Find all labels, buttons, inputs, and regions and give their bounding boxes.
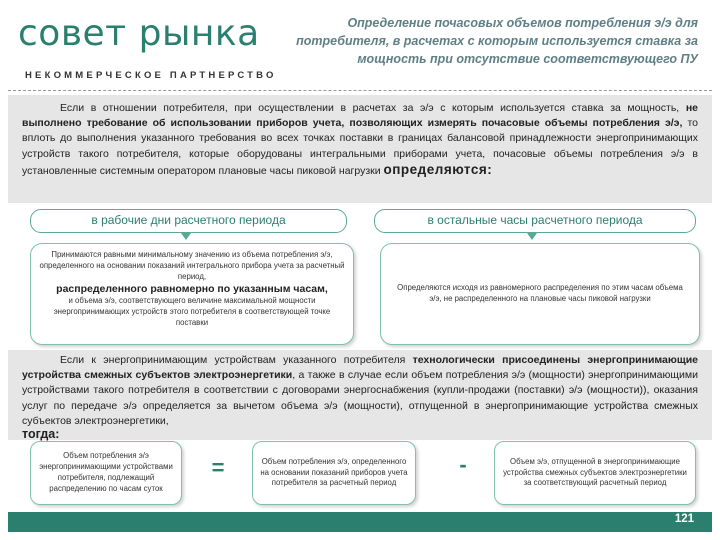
footer-bar <box>8 512 712 532</box>
other-hours-box <box>380 243 700 345</box>
arrow-down-icon <box>181 233 191 240</box>
other-hours-text: Определяются исходя из равномерного распределения по этим часам объема э/э, не распределенного на плановые часы пиковой нагрузки <box>397 283 683 303</box>
equals-sign: = <box>211 455 225 480</box>
other-hours-label: в остальные часы расчетного периода <box>374 209 696 233</box>
minus-sign: - <box>459 452 467 477</box>
workdays-box <box>30 243 354 345</box>
formula-metered-box <box>252 441 416 505</box>
logo-subtitle: НЕКОММЕРЧЕСКОЕ ПАРТНЕРСТВО <box>25 70 277 81</box>
formula-result-box <box>30 441 182 505</box>
formula-adjacent-text: Объем э/э, отпущенной в энергопринимающие устройства смежных субъектов электроэнергетики за соответствующий расчетный период <box>503 456 687 488</box>
workdays-text-bold: распределенного равномерно по указанным часам, <box>56 283 328 296</box>
header-divider <box>8 90 712 91</box>
formula-result-text: Объем потребления э/э энергопринимающими устройствами потребителя, подлежащий распределению по часам суток <box>39 451 173 493</box>
adjacent-text-bold: технологически присоединены энергопринимающие устройства смежных субъектов электроэнергетики <box>22 354 699 382</box>
condition-text-bold-2: определяются: <box>383 161 493 177</box>
logo-wordmark: совет рынка <box>18 13 260 54</box>
arrow-down-icon <box>527 233 537 240</box>
workdays-text-2: и объема э/э, соответствующего величине максимальной мощности энергопринимающих устройств этого потребителя в соответствующей точке поставки <box>53 296 331 327</box>
adjacent-text-part-2: , а также в случае если объем потребления э/э (мощности) энергопринимающими устройствами такого потребителя в соответствии с договорами энергоснабжения (купли-продажи (поставки) э/э (мощности)), оказания услуг по передаче э/э определяется за вычетом объема э/э (мощности), отпущенной в энергопринимающие устройства смежных субъектов электроэнергетики, <box>22 369 698 427</box>
adjacent-text <box>22 353 698 429</box>
workdays-label: в рабочие дни расчетного периода <box>30 209 347 233</box>
workdays-text-1: Принимаются равными минимальному значению из объема потребления э/э, определенного на основании показаний интегрального прибора учета за расчетный период, <box>39 250 345 281</box>
condition-text-bold-1: не выполнено требование об использовании приборов учета, позволяющих измерять почасовые объемы потребления э/э, <box>22 102 698 130</box>
then-label: тогда: <box>22 427 60 441</box>
slide-title: Определение почасовых объемов потребления э/э для потребителя, в расчетах с которым используется ставка за мощность при отсутствие соответствующего ПУ <box>296 16 698 66</box>
adjacent-text-part-1: Если к энергопринимающим устройствам указанного потребителя <box>60 354 413 366</box>
condition-text <box>22 101 698 179</box>
condition-text-part-1: Если в отношении потребителя, при осуществлении в расчетах за э/э с которым используется ставка за мощность, <box>60 102 686 114</box>
condition-text-part-2: то вплоть до выполнения указанного требования во всех точках поставки в границах балансовой принадлежности энергопринимающих устройств такого потребителя, которые оборудованы интегральными приборами учета, почасовые объемы потребления э/э в установленные системным оператором плановые часы пиковой нагрузки <box>22 117 698 177</box>
formula-metered-text: Объем потребления э/э, определенного на основании показаний приборов учета потребителя за расчетный период <box>260 456 408 488</box>
page-number: 121 <box>674 513 694 525</box>
formula-adjacent-box <box>494 441 696 505</box>
